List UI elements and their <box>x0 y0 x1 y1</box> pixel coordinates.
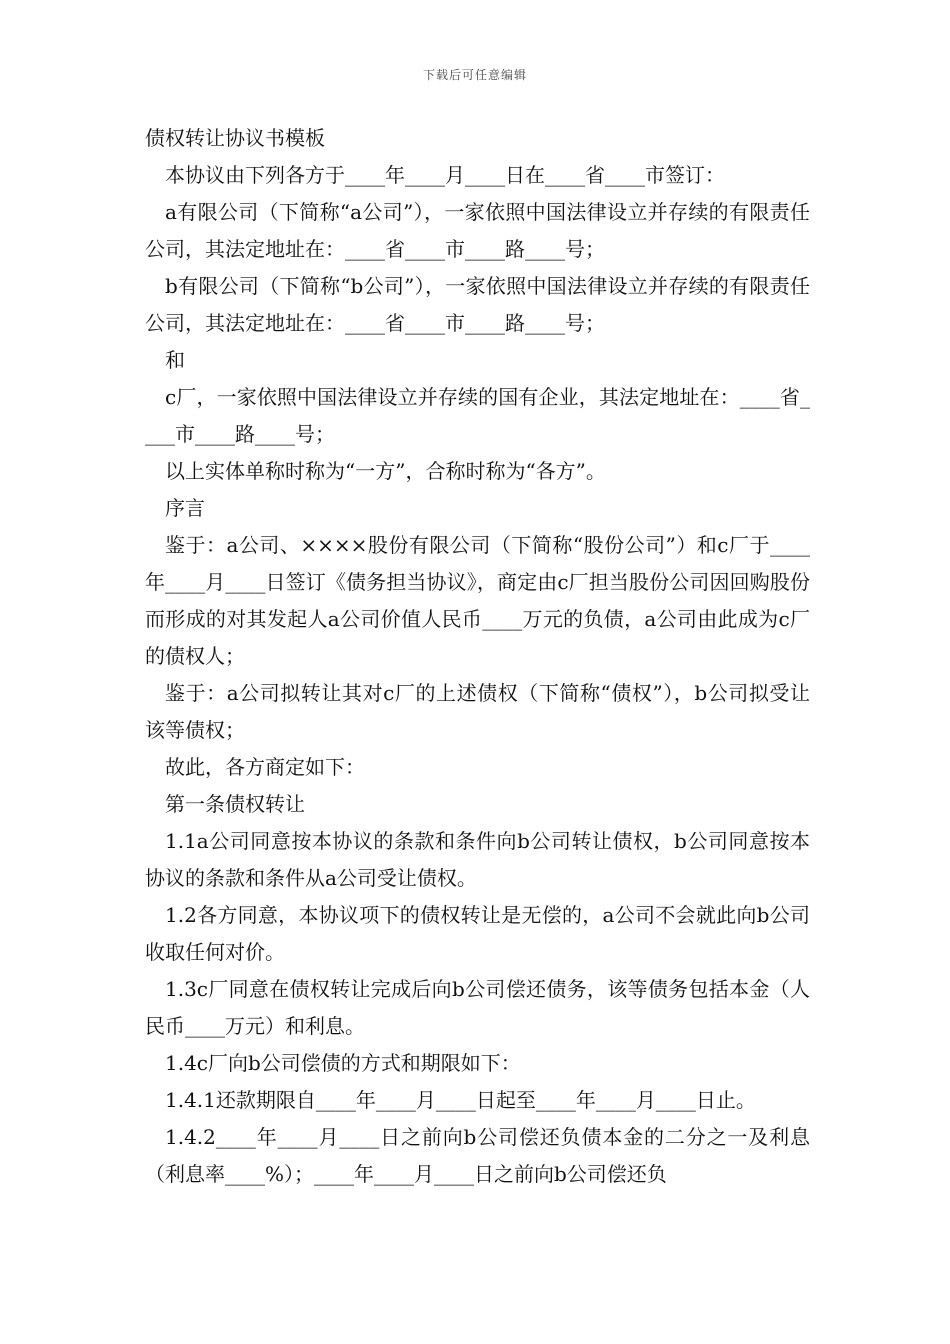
clause: 1.4c厂向b公司偿债的方式和期限如下： <box>165 1051 521 1075</box>
clause: 1.2各方同意，本协议项下的债权转让是无偿的，a公司不会就此向b公司收取任何对价。 <box>145 903 810 964</box>
document-body <box>145 120 810 1193</box>
paragraph: c厂，一家依照中国法律设立并存续的国有企业，其法定地址在：____省____市____路____号； <box>145 385 810 446</box>
header-note: 下载后可任意编辑 <box>422 68 527 82</box>
paragraph: 和 <box>165 348 185 372</box>
paragraph: 鉴于：a公司、××××股份有限公司（下简称“股份公司”）和c厂于____年____月____日签订《债务担当协议》，商定由c厂担当股份公司因回购股份而形成的对其发起人a公司价值人民币____万元的负债，a公司由此成为c厂的债权人； <box>145 533 810 668</box>
clause: 1.3c厂同意在债权转让完成后向b公司偿还债务，该等债务包括本金（人民币____万元）和利息。 <box>145 977 810 1038</box>
paragraph: a有限公司（下简称“a公司”），一家依照中国法律设立并存续的有限责任公司，其法定地址在：____省____市____路____号； <box>145 200 810 261</box>
paragraph: b有限公司（下简称“b公司”），一家依照中国法律设立并存续的有限责任公司，其法定地址在：____省____市____路____号； <box>145 274 810 335</box>
paragraph: 故此，各方商定如下： <box>165 755 365 779</box>
document-title: 债权转让协议书模板 <box>145 126 325 150</box>
section-heading: 序言 <box>165 496 205 520</box>
clause: 1.4.1还款期限自____年____月____日起至____年____月____日止。 <box>165 1088 756 1112</box>
paragraph: 以上实体单称时称为“一方”，合称时称为“各方”。 <box>165 459 606 483</box>
clause: 1.1a公司同意按本协议的条款和条件向b公司转让债权，b公司同意按本协议的条款和条件从a公司受让债权。 <box>145 829 810 890</box>
section-heading: 第一条债权转让 <box>165 792 305 816</box>
clause: 1.4.2____年____月____日之前向b公司偿还负债本金的二分之一及利息（利息率____%）；____年____月____日之前向b公司偿还负 <box>145 1125 810 1186</box>
paragraph: 鉴于：a公司拟转让其对c厂的上述债权（下简称“债权”），b公司拟受让该等债权； <box>145 681 810 742</box>
paragraph: 本协议由下列各方于____年____月____日在____省____市签订： <box>165 163 725 187</box>
